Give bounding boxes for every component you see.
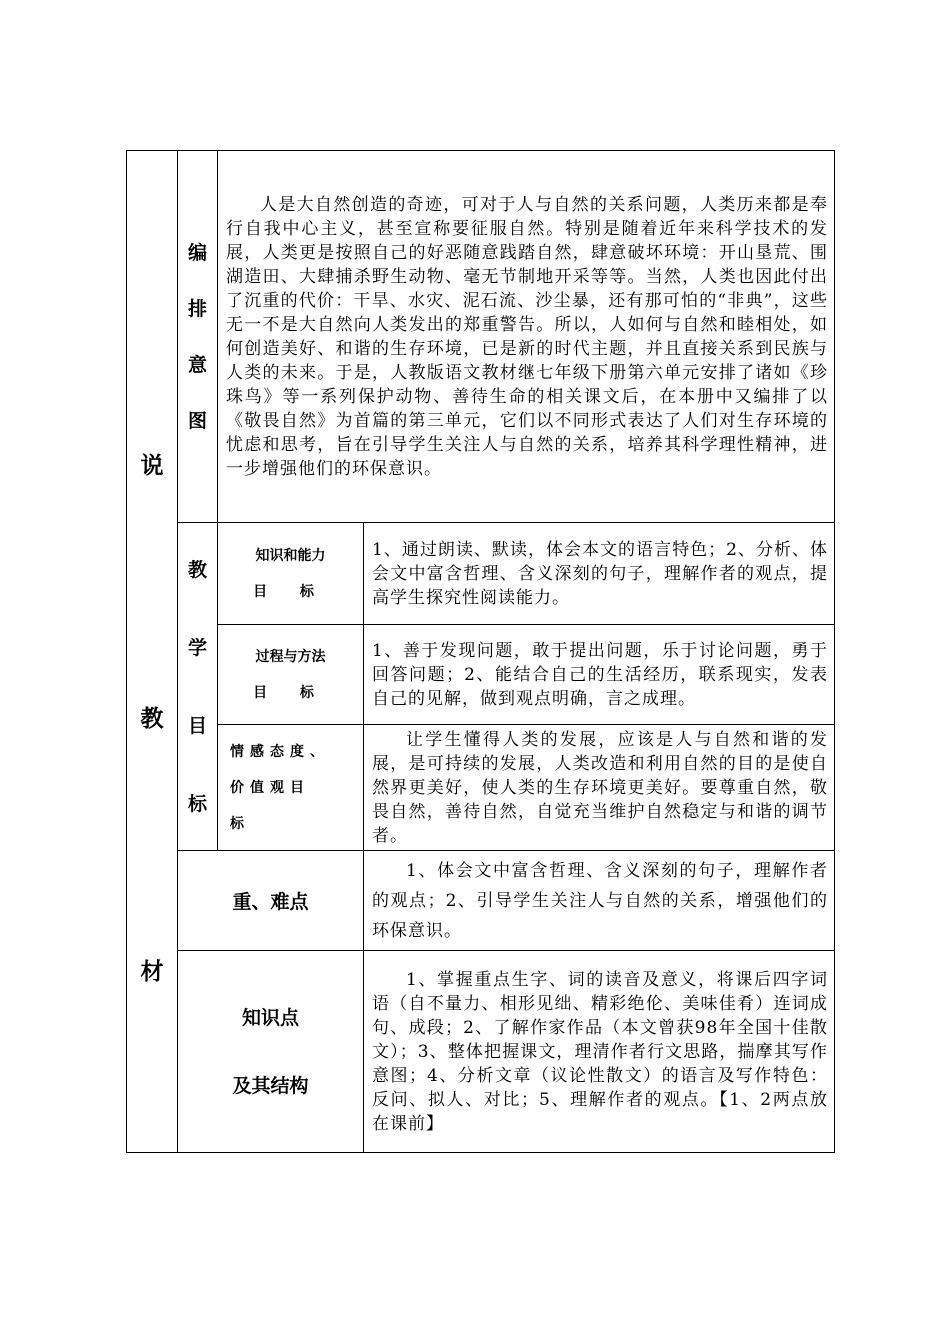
rationale-label-char: 编 [187,241,207,264]
objective-text-knowledge: 1、通过朗读、默读，体会本文的语言特色；2、分析、体会文中富含哲理、含义深刻的句子，理解作者的观点，提高学生探究性阅读能力。 [364,523,835,625]
objectives-label-char: 教 [187,558,207,581]
objectives-label-char: 学 [187,636,207,659]
section-label-cell [127,151,178,1153]
rationale-text: 人是大自然创造的奇迹，可对于人与自然的关系问题，人类历来都是奉行自我中心主义，甚至宣称要征服自然。特别是随着近年来科学技术的发展，人类更是按照自己的好恶随意践踏自然，肆意破坏环境：开山垦荒、围湖造田、大肆捕杀野生动物、毫无节制地开采等等。当然，人类也因此付出了沉重的代价：干旱、水灾、泥石流、沙尘暴，还有那可怕的“非典”，这些无一不是大自然向人类发出的郑重警告。所以，人如何与自然和睦相处，如何创造美好、和谐的生存环境，已是新的时代主题，并且直接关系到民族与人类的未来。于是，人教版语文教材继七年级下册第六单元安排了诸如《珍珠鸟》等一系列保护动物、善待生命的相关课文后，在本册中又编排了以《敬畏自然》为首篇的第三单元，它们以不同形式表达了人们对生存环境的忧虑和思考，旨在引导学生关注人与自然的关系，培养其科学理性精神，进一步增强他们的环保意识。 [218,151,835,523]
knowledge-text: 1、掌握重点生字、词的读音及意义，将课后四字词语（自不量力、相形见绌、精彩绝伦、美味佳肴）连词成句、成段；2、了解作家作品（本文曾获98年全国十佳散文）；3、整体把握课文，理清作者行文思路，揣摩其写作意图；4、分析文章（议论性散文）的语言及写作特色：反问、拟人、对比；5、理解作者的观点。【1、2两点放在课前】 [364,951,835,1153]
objectives-label-char: 目 [187,714,207,737]
objective-label-process: 过程与方法 目 标 [218,625,364,725]
rationale-label-char: 排 [187,297,207,320]
section-label-char: 材 [140,959,164,985]
rationale-label-char: 意 [187,353,207,376]
key-points-label: 重、难点 [178,851,364,951]
objective-label-attitude: 情感态度、 价值观目 标 [218,725,364,851]
rationale-label-char: 图 [187,409,207,432]
objective-label-knowledge: 知识和能力 目 标 [218,523,364,625]
objectives-label-char: 标 [187,792,207,815]
objective-text-attitude: 让学生懂得人类的发展，应该是人与自然和谐的发展，是可持续的发展，人类改造和利用自然的目的是使自然界更美好，使人类的生存环境更美好。要尊重自然，敬畏自然，善待自然，自觉充当维护自然稳定与和谐的调节者。 [364,725,835,851]
section-label-char: 教 [140,706,164,732]
teaching-material-table [126,150,835,1153]
objectives-label-cell [178,523,218,851]
knowledge-label-cell [178,951,364,1153]
rationale-label-cell [178,151,218,523]
key-points-text: 1、体会文中富含哲理、含义深刻的句子，理解作者的观点；2、引导学生关注人与自然的关系，增强他们的环保意识。 [364,851,835,951]
knowledge-label-line: 知识点 [241,1006,299,1029]
objective-text-process: 1、善于发现问题，敢于提出问题，乐于讨论问题，勇于回答问题；2、能结合自己的生活经历，联系现实，发表自己的见解，做到观点明确，言之成理。 [364,625,835,725]
section-label-char: 说 [140,453,164,479]
knowledge-label-line: 及其结构 [232,1074,309,1097]
